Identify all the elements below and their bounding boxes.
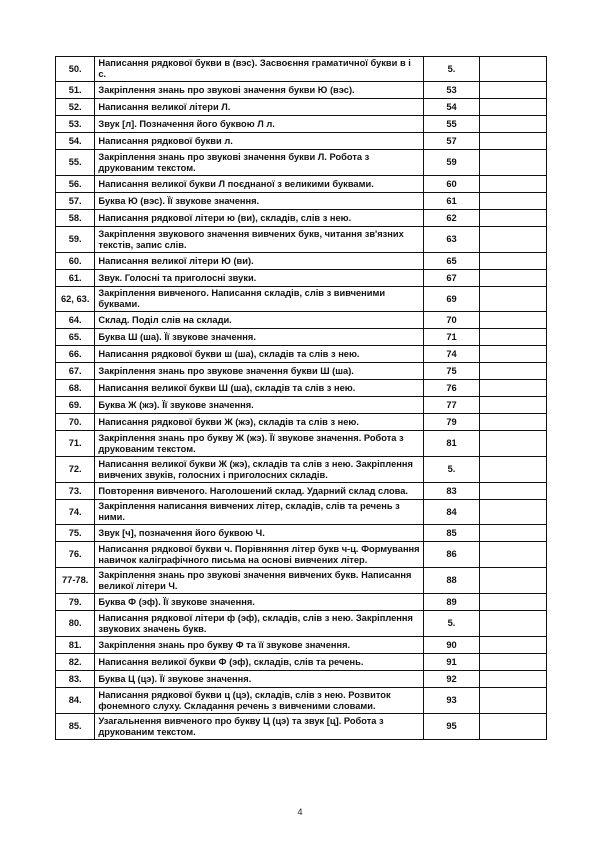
lesson-number: 71.	[56, 431, 95, 457]
lesson-topic: Звук [л]. Позначення його буквою Л л.	[95, 116, 423, 133]
table-row	[56, 414, 547, 431]
note-cell	[480, 363, 547, 380]
page-ref: 89	[423, 594, 480, 611]
lesson-number: 51.	[56, 82, 95, 99]
page-ref: 75	[423, 363, 480, 380]
lesson-number: 55.	[56, 150, 95, 176]
note-cell	[480, 227, 547, 253]
lesson-number: 60.	[56, 253, 95, 270]
note-cell	[480, 210, 547, 227]
lesson-topic: Повторення вивченого. Наголошений склад. Ударний склад слова.	[95, 483, 423, 500]
page-ref: 93	[423, 688, 480, 714]
page-ref: 54	[423, 99, 480, 116]
table-row	[56, 57, 547, 82]
page-ref: 77	[423, 397, 480, 414]
note-cell	[480, 594, 547, 611]
note-cell	[480, 397, 547, 414]
lesson-number: 56.	[56, 176, 95, 193]
page-ref: 79	[423, 414, 480, 431]
lesson-topic: Буква Ш (ша). Її звукове значення.	[95, 329, 423, 346]
note-cell	[480, 414, 547, 431]
page-ref: 90	[423, 637, 480, 654]
table-row	[56, 287, 547, 312]
page-ref: 59	[423, 150, 480, 176]
lesson-number: 74.	[56, 500, 95, 525]
note-cell	[480, 611, 547, 637]
lesson-number: 59.	[56, 227, 95, 253]
lesson-topic: Написання рядкової букви в (вэс). Засвоєння граматичної букви в і с.	[95, 57, 423, 82]
table-row	[56, 568, 547, 594]
lesson-topic: Склад. Поділ слів на склади.	[95, 312, 423, 329]
note-cell	[480, 312, 547, 329]
lesson-number: 54.	[56, 133, 95, 150]
table-row	[56, 688, 547, 714]
lesson-topic: Закріплення знань про звукові значення букви Л. Робота з друкованим текстом.	[95, 150, 423, 176]
note-cell	[480, 483, 547, 500]
page-ref: 60	[423, 176, 480, 193]
table-row	[56, 193, 547, 210]
page-ref: 61	[423, 193, 480, 210]
note-cell	[480, 329, 547, 346]
table-row	[56, 253, 547, 270]
table-row	[56, 654, 547, 671]
page-ref: 76	[423, 380, 480, 397]
page-ref: 71	[423, 329, 480, 346]
page-ref: 88	[423, 568, 480, 594]
note-cell	[480, 457, 547, 483]
note-cell	[480, 133, 547, 150]
note-cell	[480, 568, 547, 594]
table-row	[56, 671, 547, 688]
lesson-number: 69.	[56, 397, 95, 414]
note-cell	[480, 346, 547, 363]
note-cell	[480, 431, 547, 457]
lesson-number: 77-78.	[56, 568, 95, 594]
lesson-topic: Закріплення написання вивчених літер, складів, слів та речень з ними.	[95, 500, 423, 525]
table-row	[56, 542, 547, 568]
lesson-topic: Узагальнення вивченого про букву Ц (цэ) та звук [ц]. Робота з друкованим текстом.	[95, 714, 423, 740]
table-row	[56, 714, 547, 740]
lesson-topic: Буква Ф (эф). Її звукове значення.	[95, 594, 423, 611]
lesson-number: 85.	[56, 714, 95, 740]
table-row	[56, 397, 547, 414]
page-ref: 53	[423, 82, 480, 99]
lesson-number: 65.	[56, 329, 95, 346]
lesson-plan-table-body	[56, 57, 547, 740]
lesson-number: 75.	[56, 525, 95, 542]
table-row	[56, 210, 547, 227]
page-ref: 67	[423, 270, 480, 287]
page-ref: 62	[423, 210, 480, 227]
lesson-number: 73.	[56, 483, 95, 500]
lesson-topic: Закріплення звукового значення вивчених букв, читання зв'язних текстів, запис слів.	[95, 227, 423, 253]
lesson-plan-table	[55, 56, 547, 740]
page-ref: 55	[423, 116, 480, 133]
table-row	[56, 637, 547, 654]
lesson-topic: Закріплення знань про звукові значення вивчених букв. Написання великої літери Ч.	[95, 568, 423, 594]
page-number: 4	[297, 807, 303, 817]
lesson-topic: Закріплення вивченого. Написання складів, слів з вивченими буквами.	[95, 287, 423, 312]
note-cell	[480, 637, 547, 654]
lesson-number: 52.	[56, 99, 95, 116]
note-cell	[480, 193, 547, 210]
page-ref: 83	[423, 483, 480, 500]
lesson-topic: Написання рядкової букви Ж (жэ), складів та слів з нею.	[95, 414, 423, 431]
note-cell	[480, 57, 547, 82]
table-row	[56, 594, 547, 611]
table-row	[56, 431, 547, 457]
lesson-number: 84.	[56, 688, 95, 714]
note-cell	[480, 99, 547, 116]
lesson-number: 61.	[56, 270, 95, 287]
table-row	[56, 346, 547, 363]
table-row	[56, 457, 547, 483]
note-cell	[480, 671, 547, 688]
page-ref: 92	[423, 671, 480, 688]
table-row	[56, 329, 547, 346]
note-cell	[480, 287, 547, 312]
page-ref: 5.	[423, 611, 480, 637]
table-row	[56, 176, 547, 193]
note-cell	[480, 270, 547, 287]
note-cell	[480, 654, 547, 671]
lesson-topic: Написання великої літери Л.	[95, 99, 423, 116]
table-row	[56, 82, 547, 99]
lesson-number: 83.	[56, 671, 95, 688]
lesson-number: 66.	[56, 346, 95, 363]
note-cell	[480, 253, 547, 270]
table-row	[56, 312, 547, 329]
page-ref: 65	[423, 253, 480, 270]
lesson-topic: Написання великої букви Ш (ша), складів та слів з нею.	[95, 380, 423, 397]
lesson-number: 62, 63.	[56, 287, 95, 312]
lesson-topic: Закріплення знань про звукове значення букви Ш (ша).	[95, 363, 423, 380]
page-ref: 5.	[423, 57, 480, 82]
lesson-number: 79.	[56, 594, 95, 611]
lesson-number: 82.	[56, 654, 95, 671]
table-row	[56, 99, 547, 116]
lesson-topic: Звук [ч], позначення його буквою Ч.	[95, 525, 423, 542]
table-row	[56, 116, 547, 133]
lesson-number: 57.	[56, 193, 95, 210]
note-cell	[480, 542, 547, 568]
note-cell	[480, 380, 547, 397]
lesson-topic: Написання рядкової літери ю (ви), складів, слів з нею.	[95, 210, 423, 227]
note-cell	[480, 714, 547, 740]
lesson-topic: Написання великої літери Ю (ви).	[95, 253, 423, 270]
lesson-number: 80.	[56, 611, 95, 637]
lesson-number: 53.	[56, 116, 95, 133]
lesson-number: 67.	[56, 363, 95, 380]
lesson-topic: Буква Ж (жэ). Її звукове значення.	[95, 397, 423, 414]
page-ref: 63	[423, 227, 480, 253]
lesson-topic: Написання рядкової букви ч. Порівняння літер букв ч-ц. Формування навичок каліграфічного письма на основі вивчених літер.	[95, 542, 423, 568]
lesson-topic: Написання рядкової букви ш (ша), складів та слів з нею.	[95, 346, 423, 363]
note-cell	[480, 116, 547, 133]
lesson-number: 72.	[56, 457, 95, 483]
lesson-number: 50.	[56, 57, 95, 82]
note-cell	[480, 688, 547, 714]
table-row	[56, 270, 547, 287]
page-ref: 84	[423, 500, 480, 525]
table-row	[56, 133, 547, 150]
lesson-number: 58.	[56, 210, 95, 227]
note-cell	[480, 525, 547, 542]
lesson-topic: Написання рядкової букви ц (цэ), складів, слів з нею. Розвиток фонемного слуху. Складання речень з вивченими словами.	[95, 688, 423, 714]
table-row	[56, 150, 547, 176]
lesson-topic: Буква Ю (вэс). Її звукове значення.	[95, 193, 423, 210]
lesson-number: 81.	[56, 637, 95, 654]
page-ref: 5.	[423, 457, 480, 483]
lesson-topic: Буква Ц (цэ). Її звукове значення.	[95, 671, 423, 688]
page-ref: 86	[423, 542, 480, 568]
lesson-topic: Звук. Голосні та приголосні звуки.	[95, 270, 423, 287]
table-row	[56, 227, 547, 253]
note-cell	[480, 176, 547, 193]
lesson-number: 64.	[56, 312, 95, 329]
table-row	[56, 500, 547, 525]
lesson-topic: Написання великої букви Ф (эф), складів, слів та речень.	[95, 654, 423, 671]
page-ref: 95	[423, 714, 480, 740]
table-row	[56, 380, 547, 397]
lesson-topic: Закріплення знань про звукові значення букви Ю (вэс).	[95, 82, 423, 99]
lesson-topic: Написання великої букви Ж (жэ), складів та слів з нею. Закріплення вивчених звуків, голосних і приголосних складів.	[95, 457, 423, 483]
table-row	[56, 363, 547, 380]
lesson-topic: Написання рядкової букви л.	[95, 133, 423, 150]
lesson-number: 76.	[56, 542, 95, 568]
lesson-number: 70.	[56, 414, 95, 431]
page-ref: 91	[423, 654, 480, 671]
lesson-number: 68.	[56, 380, 95, 397]
lesson-topic: Закріплення знань про букву Ф та її звукове значення.	[95, 637, 423, 654]
page-ref: 57	[423, 133, 480, 150]
lesson-topic: Написання великої букви Л поєднаної з великими буквами.	[95, 176, 423, 193]
table-row	[56, 483, 547, 500]
page-ref: 69	[423, 287, 480, 312]
page-ref: 74	[423, 346, 480, 363]
page-ref: 70	[423, 312, 480, 329]
lesson-topic: Написання рядкової літери ф (эф), складів, слів з нею. Закріплення звукових значень букв.	[95, 611, 423, 637]
note-cell	[480, 150, 547, 176]
page-ref: 85	[423, 525, 480, 542]
table-row	[56, 525, 547, 542]
note-cell	[480, 500, 547, 525]
note-cell	[480, 82, 547, 99]
lesson-topic: Закріплення знань про букву Ж (жэ). Її звукове значення. Робота з друкованим текстом.	[95, 431, 423, 457]
table-row	[56, 611, 547, 637]
page-ref: 81	[423, 431, 480, 457]
